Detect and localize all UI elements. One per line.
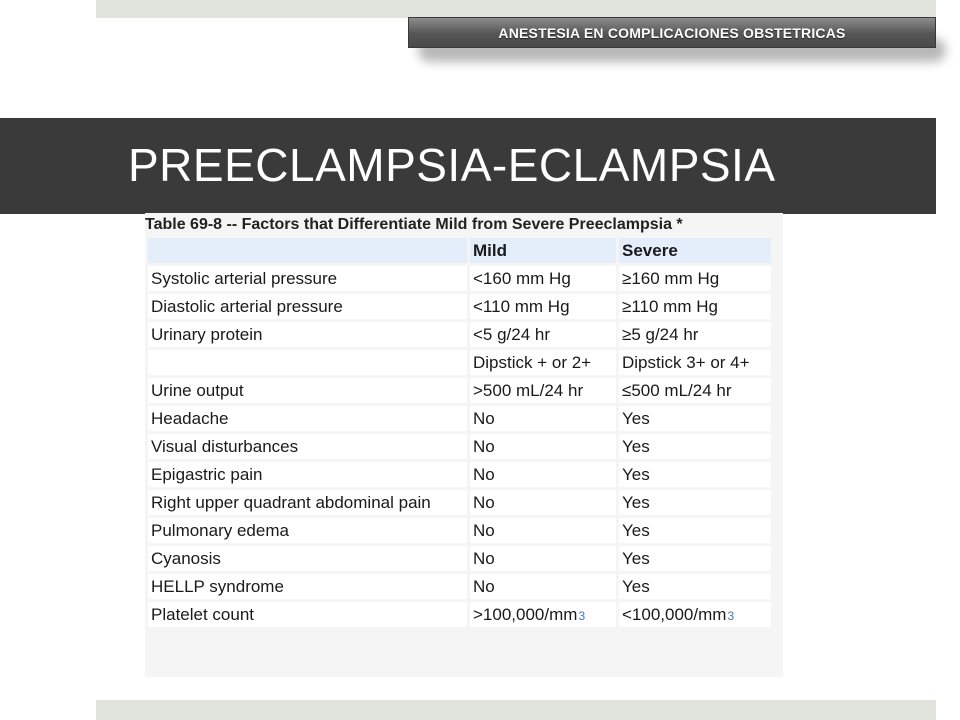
- factor-cell: Cyanosis: [148, 546, 467, 571]
- factor-cell: Urine output: [148, 378, 467, 403]
- mild-cell: No: [470, 462, 616, 487]
- superscript-3: 3: [727, 608, 735, 623]
- mild-cell: <5 g/24 hr: [470, 322, 616, 347]
- mild-cell: No: [470, 574, 616, 599]
- factor-cell: Epigastric pain: [148, 462, 467, 487]
- table-row: [148, 266, 771, 291]
- severe-cell: ≥160 mm Hg: [619, 266, 771, 291]
- mild-cell: No: [470, 406, 616, 431]
- severe-cell: Yes: [619, 490, 771, 515]
- severe-cell: Yes: [619, 518, 771, 543]
- table-row: [148, 322, 771, 347]
- table-row: [148, 378, 771, 403]
- severe-cell: ≤500 mL/24 hr: [619, 378, 771, 403]
- course-banner-label: ANESTESIA EN COMPLICACIONES OBSTETRICAS: [498, 24, 846, 41]
- factor-cell: Systolic arterial pressure: [148, 266, 467, 291]
- factor-cell: Urinary protein: [148, 322, 467, 347]
- mild-cell: No: [470, 546, 616, 571]
- table-row: [148, 546, 771, 571]
- bottom-decor-band: [96, 700, 936, 720]
- preeclampsia-table-image: [145, 213, 783, 677]
- mild-cell: <160 mm Hg: [470, 266, 616, 291]
- severe-cell: Yes: [619, 406, 771, 431]
- mild-cell: <110 mm Hg: [470, 294, 616, 319]
- header-cell-severe: Severe: [619, 238, 771, 263]
- header-cell-blank: [148, 238, 467, 263]
- header-cell-mild: Mild: [470, 238, 616, 263]
- factor-cell: Pulmonary edema: [148, 518, 467, 543]
- factor-cell: [148, 350, 467, 375]
- mild-value: >100,000/mm: [473, 604, 578, 624]
- table-row: [148, 350, 771, 375]
- superscript-3: 3: [578, 608, 586, 623]
- table-caption: Table 69-8 -- Factors that Differentiate Mild from Severe Preeclampsia *: [145, 216, 683, 233]
- table-header-row: [148, 238, 771, 263]
- severity-table: [145, 235, 774, 630]
- top-decor-band: [96, 0, 936, 18]
- mild-cell: No: [470, 518, 616, 543]
- table-row: [148, 294, 771, 319]
- severe-value: <100,000/mm: [622, 604, 727, 624]
- mild-cell: [470, 602, 616, 627]
- severe-cell: ≥110 mm Hg: [619, 294, 771, 319]
- factor-cell: Diastolic arterial pressure: [148, 294, 467, 319]
- severe-cell: Dipstick 3+ or 4+: [619, 350, 771, 375]
- slide-title: PREECLAMPSIA-ECLAMPSIA: [128, 139, 776, 191]
- severe-cell: [619, 602, 771, 627]
- table-row: [148, 602, 771, 627]
- severe-cell: Yes: [619, 434, 771, 459]
- mild-cell: Dipstick + or 2+: [470, 350, 616, 375]
- factor-cell: Right upper quadrant abdominal pain: [148, 490, 467, 515]
- mild-cell: >500 mL/24 hr: [470, 378, 616, 403]
- table-row: [148, 490, 771, 515]
- factor-cell: Headache: [148, 406, 467, 431]
- mild-cell: No: [470, 490, 616, 515]
- table-row: [148, 406, 771, 431]
- severe-cell: ≥5 g/24 hr: [619, 322, 771, 347]
- table-row: [148, 434, 771, 459]
- severe-cell: Yes: [619, 462, 771, 487]
- factor-cell: HELLP syndrome: [148, 574, 467, 599]
- course-banner: [408, 17, 936, 48]
- table-row: [148, 462, 771, 487]
- severe-cell: Yes: [619, 546, 771, 571]
- factor-cell: Platelet count: [148, 602, 467, 627]
- table-row: [148, 574, 771, 599]
- severe-cell: Yes: [619, 574, 771, 599]
- mild-cell: No: [470, 434, 616, 459]
- title-bar: [0, 118, 936, 214]
- factor-cell: Visual disturbances: [148, 434, 467, 459]
- table-row: [148, 518, 771, 543]
